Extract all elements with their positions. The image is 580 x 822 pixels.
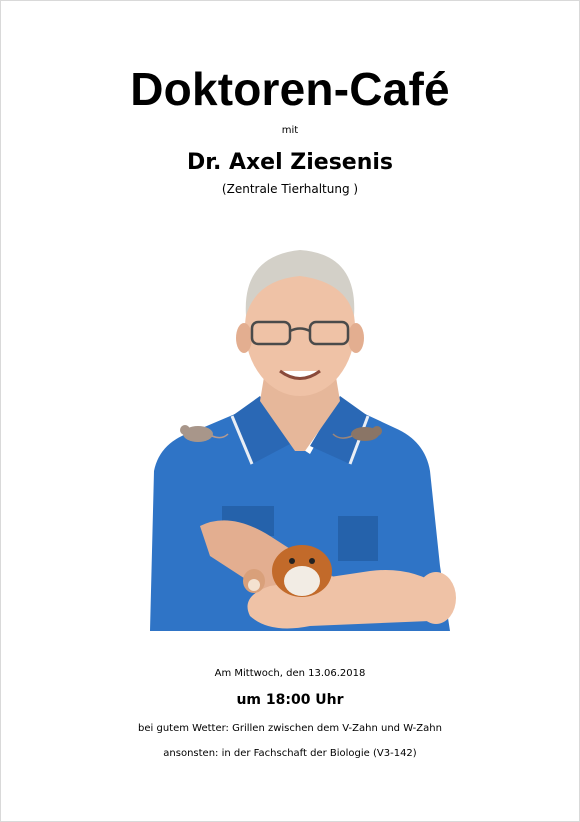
hamster xyxy=(243,569,265,593)
connector-text: mit xyxy=(281,125,299,136)
speaker-affiliation: (Zentrale Tierhaltung ) xyxy=(221,182,359,196)
speaker-name: Dr. Axel Ziesenis xyxy=(186,150,394,175)
event-location-fallback: ansonsten: in der Fachschaft der Biologie (V3-142) xyxy=(163,748,417,759)
guinea-pig xyxy=(272,545,332,597)
right-ear xyxy=(348,323,364,353)
right-hand xyxy=(416,572,456,624)
left-ear xyxy=(236,323,252,353)
event-location-primary: bei gutem Wetter: Grillen zwischen dem V-Zahn und W-Zahn xyxy=(138,723,442,734)
event-time: um 18:00 Uhr xyxy=(236,692,344,708)
speaker-photo xyxy=(140,236,460,636)
poster-title: Doktoren-Café xyxy=(130,63,450,115)
event-date: Am Mittwoch, den 13.06.2018 xyxy=(214,668,366,679)
